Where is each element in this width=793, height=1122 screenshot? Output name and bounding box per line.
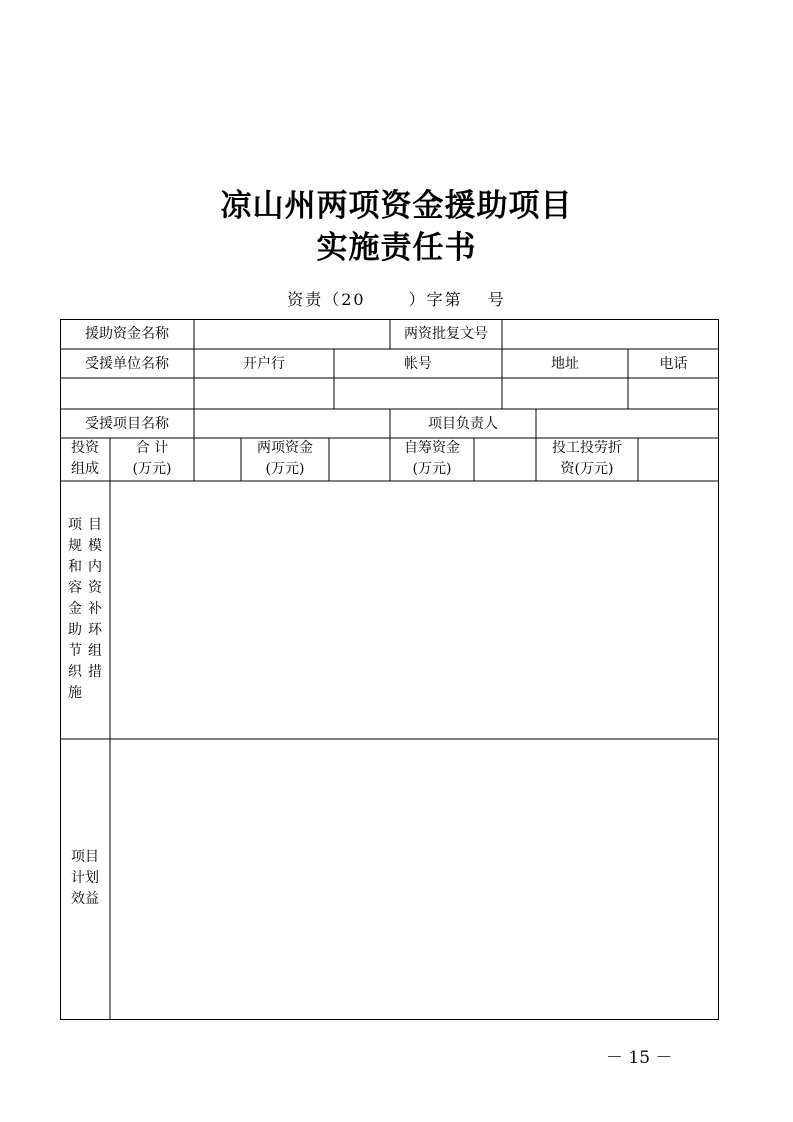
label-address: 地址 — [551, 356, 579, 372]
label-two-funds — [241, 438, 329, 480]
label-phone: 电话 — [659, 356, 688, 372]
label-two-funds-line2: (万元) — [265, 461, 305, 477]
label-recipient-unit-name: 受援单位名称 — [85, 356, 169, 372]
label-self-raised — [390, 438, 474, 480]
label-scale-content-col1: 项规和容金助节织施 — [68, 517, 82, 701]
page-number: － 15 － — [606, 1048, 673, 1068]
document-number: 资责（20 ）字第 号 — [287, 290, 506, 309]
label-self-raised-line1: 自筹资金 — [404, 440, 460, 456]
label-project-leader: 项目负责人 — [428, 416, 498, 432]
label-investment-composition-line2: 组成 — [71, 461, 99, 477]
label-aid-fund-name: 援助资金名称 — [85, 326, 169, 342]
label-two-funds-line1: 两项资金 — [257, 440, 313, 456]
label-approval-doc-no: 两资批复文号 — [404, 326, 488, 342]
label-total — [110, 438, 194, 480]
label-project-name: 受援项目名称 — [85, 416, 169, 432]
label-plan-benefit: 项目计划效益 — [71, 849, 99, 907]
responsibility-form-table — [60, 319, 719, 1020]
label-scale-content-col2: 目模内资补环组措 — [88, 517, 102, 680]
label-labor-contribution — [536, 438, 638, 480]
document-title-line2: 实施责任书 — [316, 230, 477, 266]
label-labor-contribution-line2: 资(万元) — [560, 461, 614, 477]
label-account: 帐号 — [404, 356, 432, 372]
label-bank: 开户行 — [243, 356, 285, 372]
label-investment-composition-line1: 投资 — [71, 440, 99, 456]
label-total-line1: 合 计 — [135, 440, 169, 456]
label-total-line2: (万元) — [132, 461, 172, 477]
label-labor-contribution-line1: 投工投劳折 — [552, 440, 622, 456]
label-self-raised-line2: (万元) — [412, 461, 452, 477]
label-investment-composition — [60, 438, 110, 480]
document-title-line1: 凉山州两项资金援助项目 — [220, 188, 573, 224]
